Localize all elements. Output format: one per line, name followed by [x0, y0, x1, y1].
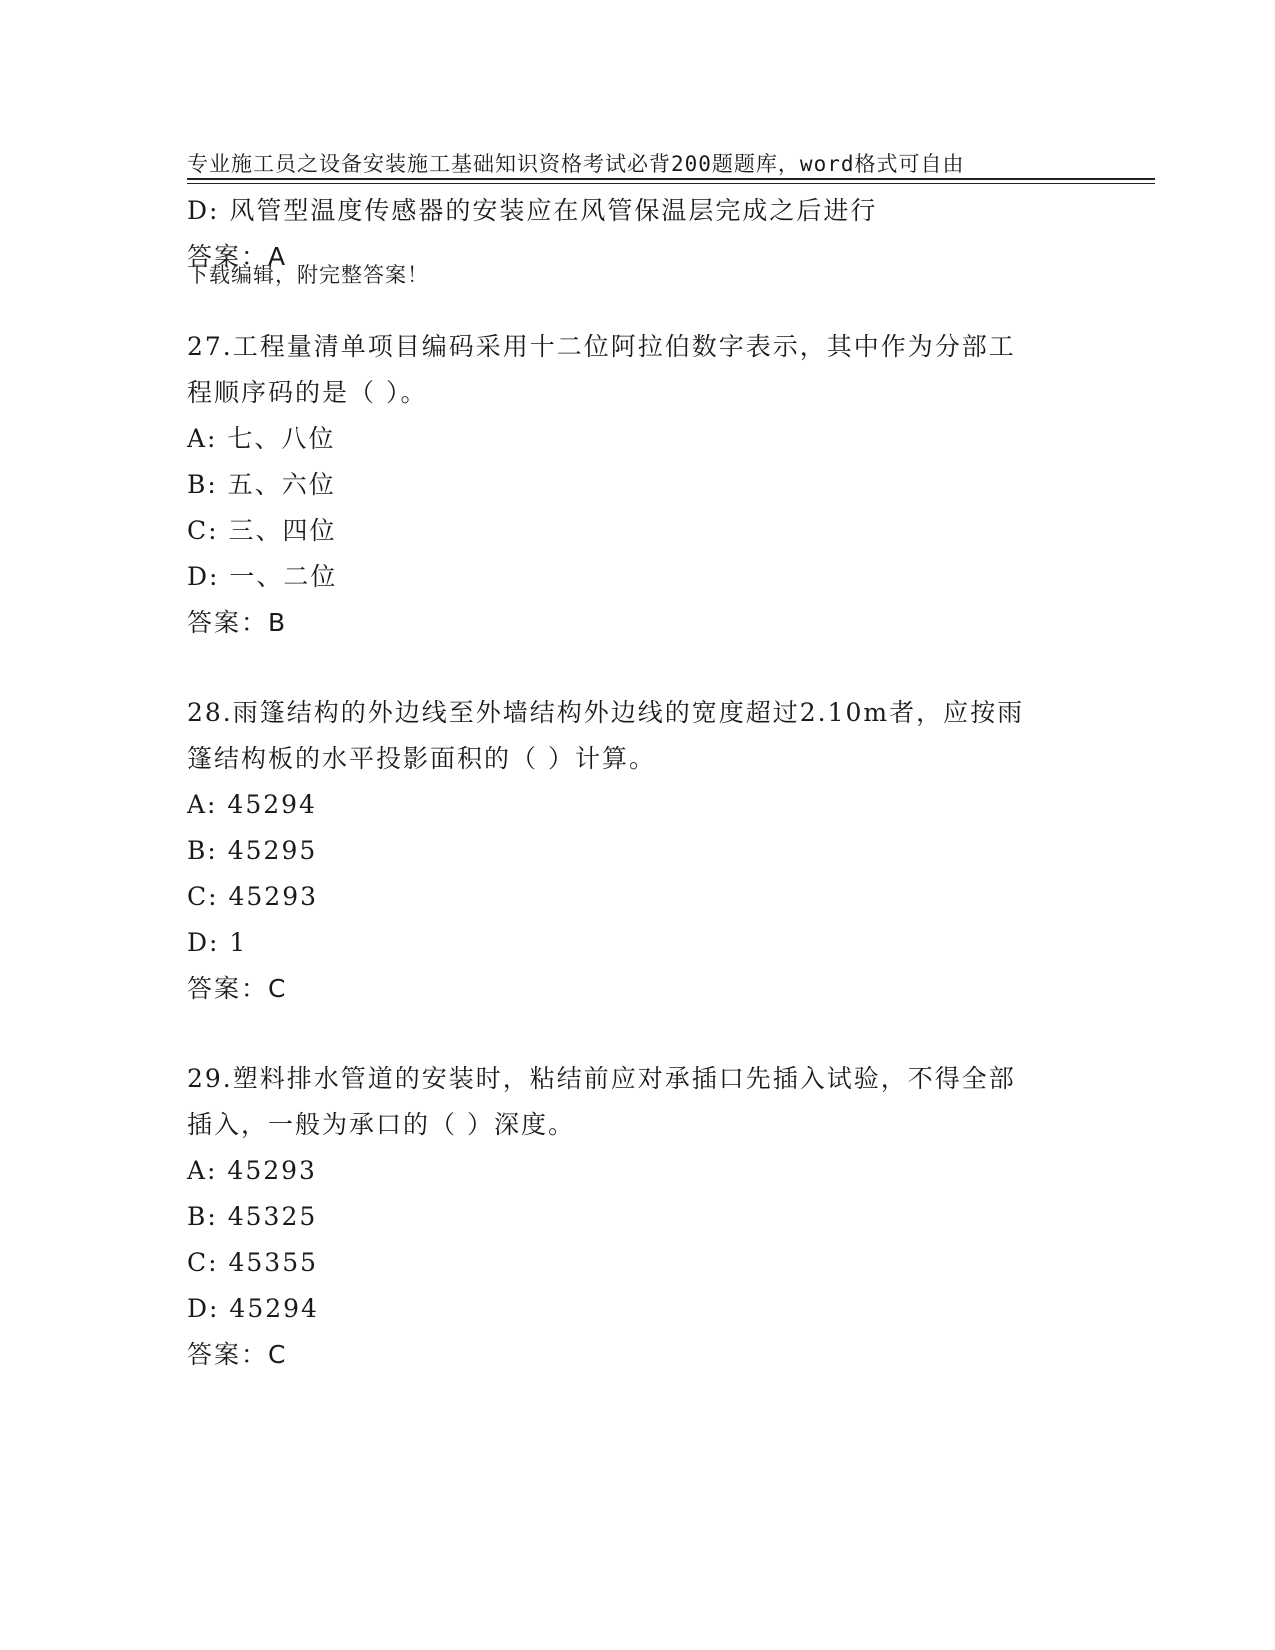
header-divider-thin — [187, 183, 1155, 184]
answer: 答案：C — [187, 1340, 288, 1369]
header-divider-thick — [187, 178, 1155, 180]
header-line-2: 下载编辑，附完整答案！ — [187, 263, 429, 287]
question-stem: 28.雨篷结构的外边线至外墙结构外边线的宽度超过2.10m者，应按雨 — [187, 698, 1025, 727]
question-29 — [187, 1056, 1087, 1378]
option-c: C: 45293 — [187, 882, 319, 911]
answer: 答案：C — [187, 974, 288, 1003]
option-c: C: 45355 — [187, 1248, 319, 1277]
header-line-1: 专业施工员之设备安装施工基础知识资格考试必背200题题库，word格式可自由 — [187, 152, 965, 176]
option-a: A: 45294 — [187, 790, 317, 819]
option-d: D: 45294 — [187, 1294, 319, 1323]
question-stem-cont: 篷结构板的水平投影面积的（ ）计算。 — [187, 744, 656, 773]
question-28 — [187, 690, 1087, 1012]
option-c: C: 三、四位 — [187, 516, 337, 545]
answer: 答案：B — [187, 608, 288, 637]
prev-question-option-d: D: 风管型温度传感器的安装应在风管保温层完成之后进行 — [187, 196, 878, 225]
option-d: D: 1 — [187, 928, 248, 957]
option-a: A: 七、八位 — [187, 424, 336, 453]
prev-question-answer: 答案：A — [187, 242, 288, 271]
question-stem-cont: 插入，一般为承口的（ ）深度。 — [187, 1110, 575, 1139]
question-list — [187, 188, 1087, 1378]
option-b: B: 五、六位 — [187, 470, 336, 499]
question-stem: 29.塑料排水管道的安装时，粘结前应对承插口先插入试验，不得全部 — [187, 1064, 1016, 1093]
question-27 — [187, 324, 1087, 646]
option-d: D: 一、二位 — [187, 562, 338, 591]
question-stem-cont: 程顺序码的是（ ）。 — [187, 378, 428, 407]
option-b: B: 45325 — [187, 1202, 318, 1231]
option-b: B: 45295 — [187, 836, 318, 865]
option-a: A: 45293 — [187, 1156, 317, 1185]
question-stem: 27.工程量清单项目编码采用十二位阿拉伯数字表示，其中作为分部工 — [187, 332, 1016, 361]
